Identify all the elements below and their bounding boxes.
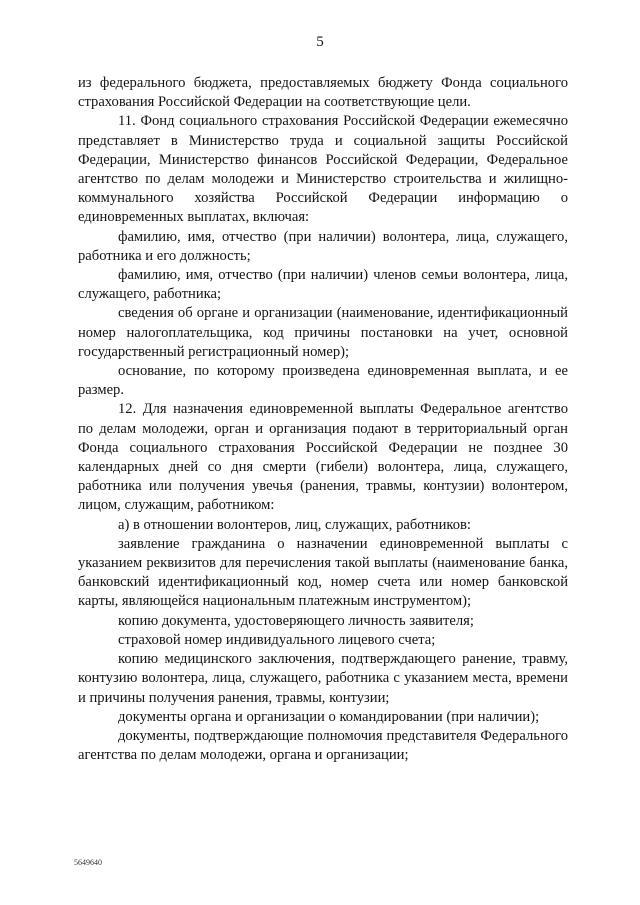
paragraph-subitem: фамилию, имя, отчество (при наличии) волонтера, лица, служащего, работника и его должность;	[78, 228, 568, 264]
body-text	[78, 74, 568, 765]
page-number: 5	[316, 34, 324, 50]
paragraph-item-11: 11. Фонд социального страхования Российской Федерации ежемесячно представляет в Министерство труда и социальной защиты Российской Федерации, Министерство финансов Российской Федерации, Федеральное агентство по делам молодежи и Министерство строительства и жилищно-коммунального хозяйства Российской Федерации информацию о единовременных выплатах, включая:	[78, 113, 568, 226]
paragraph-subitem: заявление гражданина о назначении единовременной выплаты с указанием реквизитов для перечисления такой выплаты (наименование банка, банковский идентификационный код, номер счета или номер банковской карты, являющейся национальным платежным инструментом);	[78, 535, 568, 610]
paragraph-subitem: документы, подтверждающие полномочия представителя Федерального агентства по делам молодежи, органа и организации;	[78, 727, 568, 764]
paragraph-continuation: из федерального бюджета, предоставляемых бюджету Фонда социального страхования Российской Федерации на соответствующие цели.	[78, 75, 568, 111]
paragraph-subitem: документы органа и организации о командировании (при наличии);	[118, 708, 540, 725]
document-code: 5649640	[74, 858, 102, 867]
paragraph-subitem: фамилию, имя, отчество (при наличии) членов семьи волонтера, лица, служащего, работника;	[78, 267, 568, 303]
paragraph-item-12: 12. Для назначения единовременной выплаты Федеральное агентство по делам молодежи, орган и организация подают в территориальный орган Фонда социального страхования Российской Федерации не позднее 30 календарных дней со дня смерти (гибели) волонтера, лица, служащего, работника или получения увечья (ранения, травмы, контузии) волонтером, лицом, служащим, работником:	[78, 401, 568, 514]
paragraph-subitem: страховой номер индивидуального лицевого счета;	[118, 631, 436, 648]
paragraph-subitem: сведения об органе и организации (наименование, идентификационный номер налогоплательщика, код причины постановки на учет, основной государственный регистрационный номер);	[78, 305, 568, 360]
paragraph-subitem: копию медицинского заключения, подтверждающего ранение, травму, контузию волонтера, лица, служащего, работника с указанием места, времени и причины получения ранения, травмы, контузии;	[78, 651, 568, 706]
paragraph-subitem: копию документа, удостоверяющего личность заявителя;	[118, 612, 474, 629]
paragraph-subitem: основание, по которому произведена единовременная выплата, и ее размер.	[78, 363, 568, 399]
paragraph-subitem-a: а) в отношении волонтеров, лиц, служащих, работников:	[118, 516, 471, 533]
